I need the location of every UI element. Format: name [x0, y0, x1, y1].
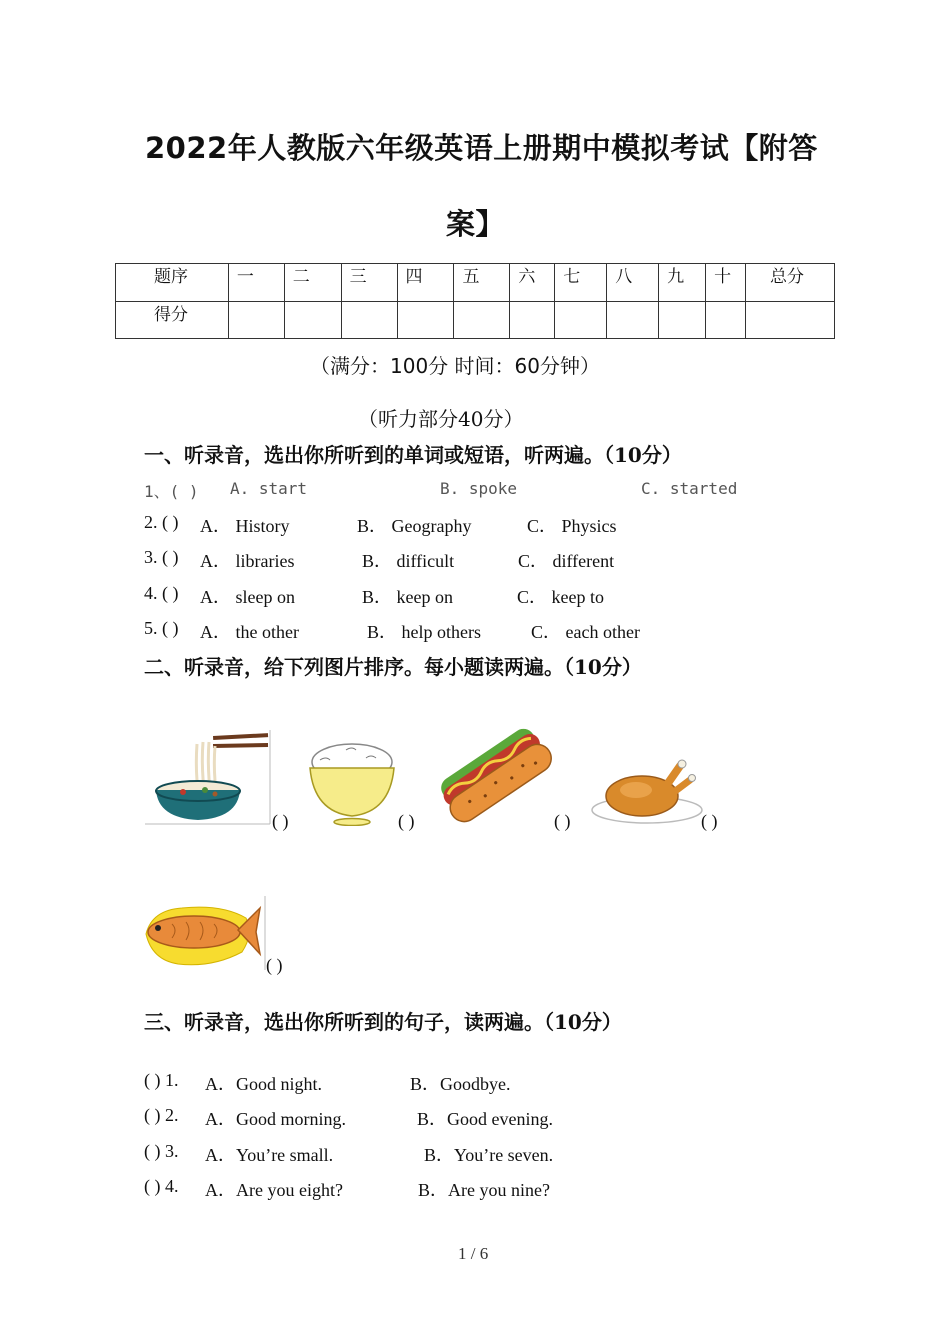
header-cell: 七: [555, 264, 607, 302]
option-a: A． the other: [200, 622, 299, 642]
option-b: B．Goodbye.: [410, 1074, 511, 1094]
score-cell: [706, 301, 746, 339]
header-cell: 题序: [116, 264, 229, 302]
question-number: ( ) 3.: [144, 1141, 179, 1161]
answer-blank[interactable]: ( ): [554, 811, 571, 831]
noodles-picture: [143, 728, 271, 826]
section3-heading: 三、听录音，选出你所听到的句子，读两遍。（10分）: [144, 1010, 622, 1034]
score-cell: [746, 301, 835, 339]
option-a: A． sleep on: [200, 587, 295, 607]
option-a: A．You’re small.: [205, 1145, 334, 1165]
score-cell: [659, 301, 706, 339]
option-b: B． Geography: [357, 516, 472, 536]
question-number: 2. ( ): [144, 512, 179, 532]
rice-picture: [306, 738, 398, 826]
answer-blank[interactable]: ( ): [272, 811, 289, 831]
header-cell: 四: [397, 264, 454, 302]
question-number: ( ) 4.: [144, 1176, 179, 1196]
header-cell: 九: [659, 264, 706, 302]
chicken-picture: [590, 758, 704, 826]
option-c: C． Physics: [527, 516, 617, 536]
option-b: B． help others: [367, 622, 481, 642]
option-b: B． difficult: [362, 551, 455, 571]
section1-heading: 一、听录音，选出你所听到的单词或短语，听两遍。（10分）: [144, 443, 682, 467]
score-cell: [284, 301, 341, 339]
header-cell: 一: [228, 264, 284, 302]
option-c: C． different: [518, 551, 615, 571]
option-c: C． keep to: [517, 587, 604, 607]
score-cell: [341, 301, 397, 339]
option-c: C． each other: [531, 622, 640, 642]
option-a: A． libraries: [200, 551, 295, 571]
fish-picture: [142, 894, 266, 972]
question-number: ( ) 1.: [144, 1070, 179, 1090]
option-c: C. started: [641, 479, 738, 498]
header-cell: 二: [284, 264, 341, 302]
option-a: A． History: [200, 516, 290, 536]
option-a: A. start: [230, 479, 308, 498]
option-b: B．You’re seven.: [424, 1145, 554, 1165]
page-title-line2: 案】: [446, 207, 506, 241]
score-table-score-row: [116, 301, 835, 339]
option-a: A．Are you eight?: [205, 1180, 343, 1200]
section2-heading: 二、听录音，给下列图片排序。每小题读两遍。（10分）: [144, 655, 642, 679]
option-a: A．Good night.: [205, 1074, 322, 1094]
score-cell: [510, 301, 555, 339]
page-number: 1 / 6: [458, 1244, 489, 1263]
option-a: A．Good morning.: [205, 1109, 346, 1129]
answer-blank[interactable]: ( ): [266, 955, 283, 975]
score-cell: [454, 301, 510, 339]
hot-dog-picture: [434, 721, 554, 825]
score-cell: [607, 301, 659, 339]
question-number: 5. ( ): [144, 618, 179, 638]
question-number: 4. ( ): [144, 583, 179, 603]
listening-part-label: （听力部分40分）: [358, 407, 524, 431]
score-row-label: 得分: [116, 301, 229, 339]
score-cell: [228, 301, 284, 339]
header-cell: 五: [454, 264, 510, 302]
header-cell: 三: [341, 264, 397, 302]
question-number: 1、( ): [144, 482, 199, 501]
option-b: B．Are you nine?: [418, 1180, 550, 1200]
question-number: ( ) 2.: [144, 1105, 179, 1125]
score-cell: [397, 301, 454, 339]
score-table-header-row: [116, 264, 835, 302]
header-cell: 总分: [746, 264, 835, 302]
score-table: [115, 263, 835, 339]
option-b: B．Good evening.: [417, 1109, 553, 1129]
header-cell: 八: [607, 264, 659, 302]
option-b: B． keep on: [362, 587, 453, 607]
header-cell: 十: [706, 264, 746, 302]
option-b: B. spoke: [440, 479, 518, 498]
answer-blank[interactable]: ( ): [398, 811, 415, 831]
header-cell: 六: [510, 264, 555, 302]
score-cell: [555, 301, 607, 339]
answer-blank[interactable]: ( ): [701, 811, 718, 831]
exam-info: （满分：100分 时间：60分钟）: [310, 354, 600, 378]
page-title-line1: 2022年人教版六年级英语上册期中模拟考试【附答: [145, 131, 818, 165]
question-number: 3. ( ): [144, 547, 179, 567]
